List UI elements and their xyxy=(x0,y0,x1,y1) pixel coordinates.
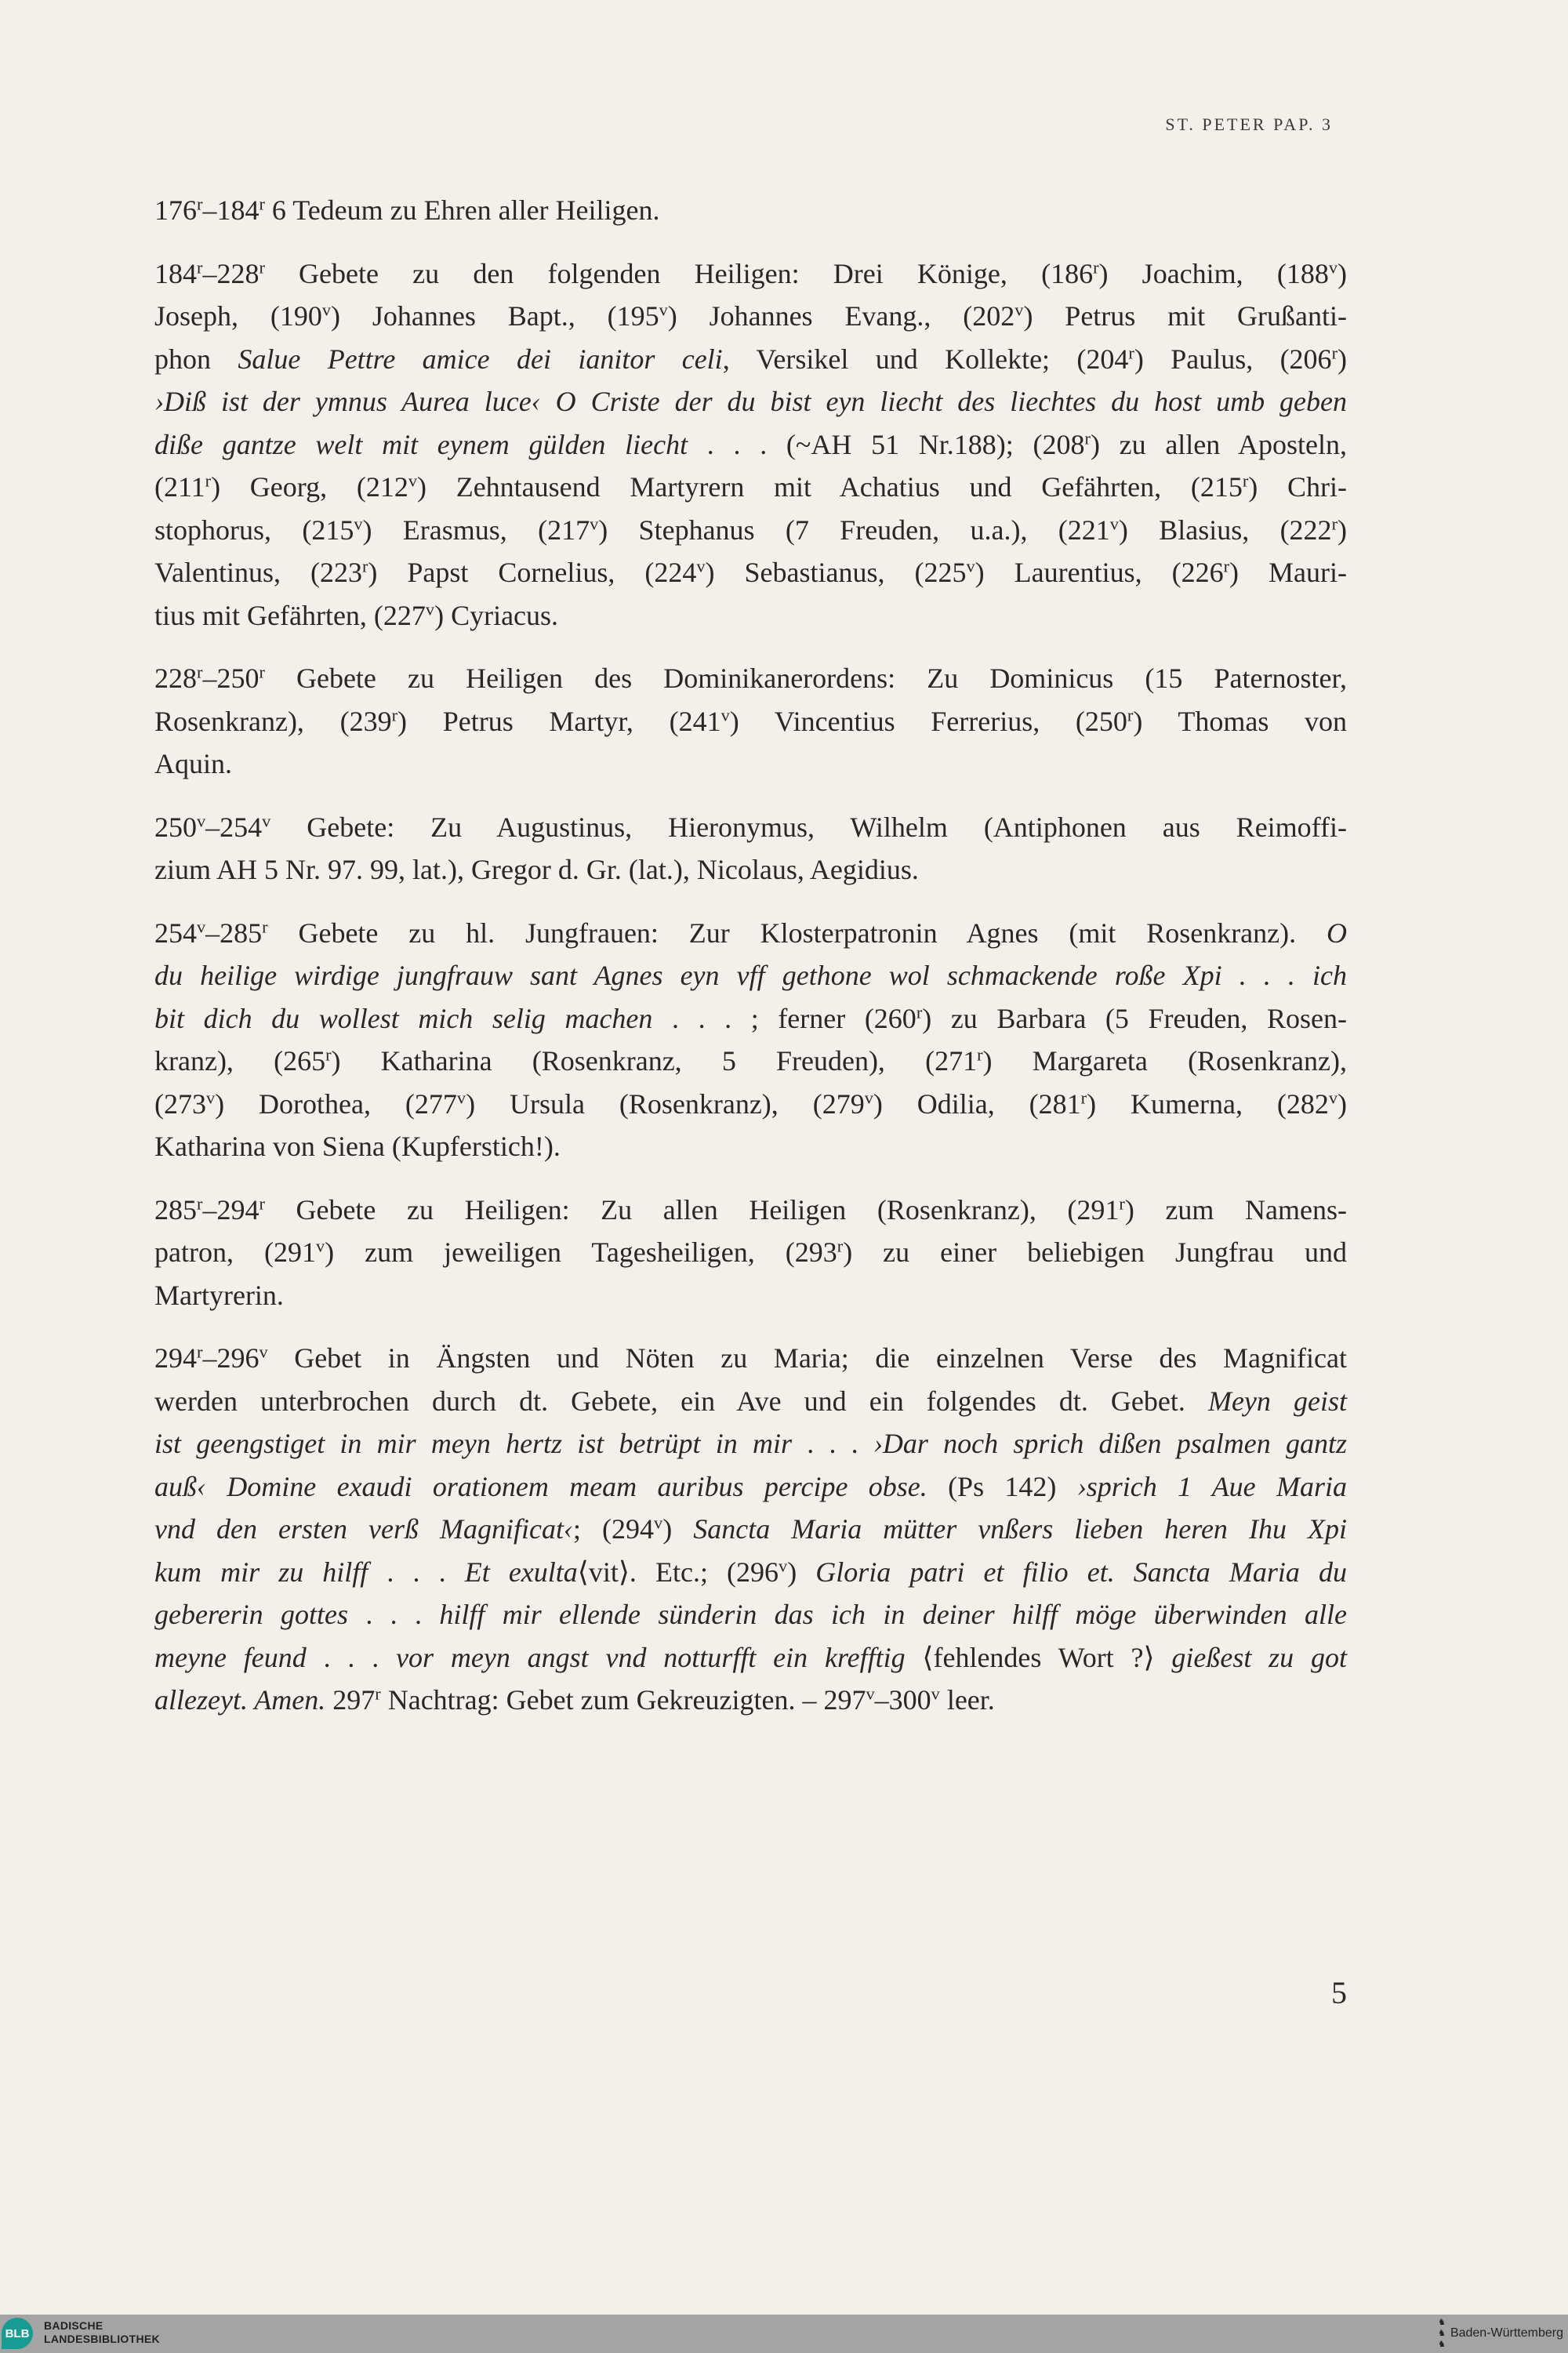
text-segment: ⟨fehlendes Wort ?⟩ xyxy=(905,1641,1172,1673)
quoted-text-italic: meyne feund xyxy=(154,1641,307,1673)
text-line xyxy=(154,700,1347,743)
quoted-text-italic: gebererin gottes xyxy=(154,1599,348,1630)
folio-side-superscript: v xyxy=(659,300,668,320)
text-segment: 297 xyxy=(325,1684,376,1716)
text-line xyxy=(154,1422,1347,1465)
folio-side-superscript: v xyxy=(262,811,271,831)
text-segment: ) xyxy=(1338,343,1347,375)
text-segment: . . . (~AH 51 Nr.188); (208 xyxy=(688,428,1085,460)
folio-side-superscript: v xyxy=(966,556,975,576)
folio-side-superscript: v xyxy=(720,705,730,725)
text-segment: ) zu allen Aposteln, xyxy=(1090,428,1347,460)
quoted-text-italic: bit dich du wollest mich selig machen xyxy=(154,1002,653,1034)
text-segment: ) Stephanus (7 Freuden, u.a.), (221 xyxy=(598,514,1110,546)
folio-side-superscript: r xyxy=(1119,1193,1125,1214)
folio-side-superscript: v xyxy=(425,599,435,619)
text-segment: ) Georg, (212 xyxy=(211,471,408,503)
text-segment: ) Johannes Bapt., (195 xyxy=(331,300,659,332)
folio-side-superscript: r xyxy=(197,194,203,214)
folio-side-superscript: r xyxy=(375,1683,381,1704)
state-name: Baden-Württemberg xyxy=(1450,2326,1563,2340)
folio-side-superscript: v xyxy=(206,1088,216,1108)
text-line xyxy=(154,1465,1347,1509)
text-segment: 285 xyxy=(154,1193,197,1226)
entry-paragraph xyxy=(154,912,1347,1168)
text-segment: 184 xyxy=(154,257,197,289)
text-line xyxy=(154,1679,1347,1722)
folio-side-superscript: v xyxy=(1014,300,1024,320)
text-segment: 176 xyxy=(154,194,197,226)
folio-side-superscript: r xyxy=(1093,257,1099,278)
text-segment: ) Johannes Evang., (202 xyxy=(667,300,1015,332)
text-segment: –294 xyxy=(202,1193,260,1226)
text-line xyxy=(154,1274,1347,1317)
text-segment: Joseph, (190 xyxy=(154,300,322,332)
folio-side-superscript: r xyxy=(1242,470,1249,491)
entry-paragraph xyxy=(154,189,1347,232)
text-line xyxy=(154,806,1347,849)
text-segment: Gebete zu hl. Jungfrauen: Zur Klosterpatronin Agnes (mit Rosenkranz). xyxy=(267,917,1327,949)
text-line xyxy=(154,551,1347,594)
lions-icon: ♞ ♞ ♞ xyxy=(1438,2318,1446,2349)
folio-side-superscript: v xyxy=(408,470,417,491)
folio-side-superscript: r xyxy=(1084,428,1091,448)
text-line xyxy=(154,252,1347,296)
folio-side-superscript: v xyxy=(1328,1088,1338,1108)
text-segment: Rosenkranz), (239 xyxy=(154,705,392,737)
folio-side-superscript: r xyxy=(1223,556,1230,576)
text-segment: patron, (291 xyxy=(154,1236,316,1268)
folio-side-superscript: r xyxy=(1331,343,1338,363)
text-segment: ) Ursula (Rosenkranz), (279 xyxy=(466,1088,865,1120)
folio-side-superscript: r xyxy=(325,1044,332,1065)
text-segment: . . . xyxy=(368,1556,465,1588)
text-segment: ) Zehntausend Martyrern mit Achatius und Gefährten, (215 xyxy=(417,471,1243,503)
folio-side-superscript: v xyxy=(354,514,363,534)
page-number: 5 xyxy=(1331,1975,1347,2010)
text-segment: ) Dorothea, (277 xyxy=(215,1088,457,1120)
folio-side-superscript: r xyxy=(197,662,203,682)
folio-side-superscript: r xyxy=(1128,343,1134,363)
text-segment: ) Kumerna, (282 xyxy=(1087,1088,1329,1120)
text-segment: ) xyxy=(787,1556,816,1588)
running-head: ST. PETER PAP. 3 xyxy=(1165,114,1333,134)
quoted-text-italic: hilff mir ellende sünderin das ich in deiner hilff möge überwinden alle xyxy=(439,1599,1347,1630)
quoted-text-italic: ist geengstiget in mir meyn hertz ist betrüpt in mir xyxy=(154,1428,792,1459)
folio-side-superscript: r xyxy=(977,1044,983,1065)
text-segment: Gebete zu Heiligen: Zu allen Heiligen (Rosenkranz), (291 xyxy=(264,1193,1120,1226)
quoted-text-italic: vor meyn angst vnd notturfft ein krefftig xyxy=(396,1641,906,1673)
quoted-text-italic: Sancta Maria mütter vnßers lieben heren Ihu Xpi xyxy=(693,1513,1347,1545)
text-segment: . . . xyxy=(306,1641,397,1673)
text-segment: ) Joachim, (188 xyxy=(1098,257,1329,289)
text-segment: –285 xyxy=(205,917,263,949)
text-segment: (Ps 142) xyxy=(927,1470,1077,1502)
text-segment: phon xyxy=(154,343,238,375)
library-name-line-1: BADISCHE xyxy=(44,2319,103,2332)
text-line xyxy=(154,1040,1347,1083)
text-line xyxy=(154,657,1347,700)
text-line xyxy=(154,1083,1347,1126)
footer-bar xyxy=(0,2315,1568,2353)
text-segment: 294 xyxy=(154,1342,197,1374)
text-segment: . . . ; ferner (260 xyxy=(652,1002,916,1034)
folio-side-superscript: v xyxy=(1109,514,1119,534)
quoted-text-italic: Gloria patri et filio et. Sancta Maria du xyxy=(815,1556,1347,1588)
folio-side-superscript: v xyxy=(456,1088,466,1108)
folio-side-superscript: v xyxy=(696,556,706,576)
entry-paragraph xyxy=(154,806,1347,891)
quoted-text-italic: du heilige wirdige jungfrauw sant Agnes eyn vff gethone wol schmackende roße Xpi . . . ich xyxy=(154,960,1347,991)
library-name-line-2: LANDESBIBLIOTHEK xyxy=(44,2333,160,2345)
text-segment: –250 xyxy=(202,663,260,694)
folio-side-superscript: v xyxy=(864,1088,873,1108)
text-segment: ) Vincentius Ferrerius, (250 xyxy=(729,705,1127,737)
text-segment: ) Petrus mit Grußanti- xyxy=(1023,300,1347,332)
text-line xyxy=(154,466,1347,509)
text-line xyxy=(154,1380,1347,1423)
text-segment: ) Cyriacus. xyxy=(434,599,559,631)
folio-side-superscript: v xyxy=(1328,257,1338,278)
text-segment: Valentinus, (223 xyxy=(154,557,362,588)
text-segment: ) zum Namens- xyxy=(1124,1193,1347,1226)
folio-side-superscript: r xyxy=(197,257,203,278)
text-segment: ) Katharina (Rosenkranz, 5 Freuden), (271 xyxy=(331,1045,978,1077)
text-line xyxy=(154,380,1347,423)
text-segment: –296 xyxy=(202,1342,260,1374)
quoted-text-italic: gießest zu got xyxy=(1171,1641,1347,1673)
folio-side-superscript: v xyxy=(321,300,332,320)
text-segment: Nachtrag: Gebet zum Gekreuzigten. – 297 xyxy=(380,1684,866,1716)
text-line xyxy=(154,1337,1347,1380)
folio-side-superscript: r xyxy=(259,194,265,214)
quoted-text-italic: diße gantze welt mit eynem gülden liecht xyxy=(154,428,688,460)
text-segment: Gebete zu Heiligen des Dominikanerordens: Zu Dominicus (15 Paternoster, xyxy=(264,663,1347,694)
text-segment: , Versikel und Kollekte; (204 xyxy=(722,343,1129,375)
text-line xyxy=(154,1636,1347,1679)
text-line xyxy=(154,1593,1347,1636)
text-segment: –300 xyxy=(874,1684,931,1716)
folio-side-superscript: r xyxy=(197,1193,203,1214)
text-segment: Aquin. xyxy=(154,748,232,779)
entry-paragraph xyxy=(154,1189,1347,1317)
folio-side-superscript: v xyxy=(315,1236,325,1256)
folio-side-superscript: r xyxy=(391,705,398,725)
quoted-text-italic: Meyn geist xyxy=(1207,1385,1347,1417)
folio-side-superscript: r xyxy=(916,1002,923,1022)
text-segment: ) Mauri- xyxy=(1229,557,1348,588)
quoted-text-italic: allezeyt. Amen. xyxy=(154,1684,326,1716)
text-segment: ) Odilia, (281 xyxy=(873,1088,1081,1120)
quoted-text-italic: Et exulta xyxy=(464,1556,578,1588)
text-segment: –184 xyxy=(202,194,260,226)
text-line xyxy=(154,1508,1347,1551)
text-segment: ) Erasmus, (217 xyxy=(362,514,590,546)
folio-side-superscript: r xyxy=(837,1236,844,1256)
text-segment: ) Margareta (Rosenkranz), xyxy=(982,1045,1347,1077)
text-segment: ) Papst Cornelius, (224 xyxy=(368,557,697,588)
quoted-text-italic: vnd den ersten verß Magnificat‹ xyxy=(154,1513,573,1545)
folio-side-superscript: r xyxy=(1080,1088,1087,1108)
folio-side-superscript: r xyxy=(1127,705,1134,725)
folio-side-superscript: v xyxy=(931,1683,940,1704)
text-segment: ) Thomas von xyxy=(1133,705,1348,737)
folio-side-superscript: r xyxy=(205,470,212,491)
entry-paragraph xyxy=(154,1337,1347,1722)
text-segment: ) xyxy=(662,1513,694,1545)
text-line xyxy=(154,594,1347,637)
text-segment: werden unterbrochen durch dt. Gebete, ein Ave und ein folgendes dt. Gebet. xyxy=(154,1385,1208,1417)
text-segment: Gebete: Zu Augustinus, Hieronymus, Wilhelm (Antiphonen aus Reimoffi- xyxy=(270,811,1347,843)
folio-side-superscript: r xyxy=(259,1193,265,1214)
text-line xyxy=(154,1189,1347,1232)
text-line xyxy=(154,912,1347,955)
text-segment: ) Petrus Martyr, (241 xyxy=(397,705,721,737)
text-line xyxy=(154,997,1347,1040)
text-segment: ) zu Barbara (5 Freuden, Rosen- xyxy=(922,1002,1347,1034)
folio-side-superscript: v xyxy=(866,1683,875,1704)
text-segment: tius mit Gefährten, (227 xyxy=(154,599,426,631)
text-segment: leer. xyxy=(939,1684,995,1716)
text-segment: . . . xyxy=(347,1599,440,1630)
quoted-text-italic: kum mir zu hilff xyxy=(154,1556,368,1588)
text-line xyxy=(154,189,1347,232)
text-segment: kranz), (265 xyxy=(154,1045,326,1077)
text-segment: ) xyxy=(1338,257,1347,289)
text-segment: ) Laurentius, (226 xyxy=(975,557,1224,588)
text-segment: –254 xyxy=(205,811,263,843)
text-segment: stophorus, (215 xyxy=(154,514,354,546)
folio-side-superscript: r xyxy=(259,662,265,682)
text-line xyxy=(154,954,1347,997)
text-line xyxy=(154,423,1347,467)
folio-side-superscript: r xyxy=(1331,514,1338,534)
folio-side-superscript: v xyxy=(197,811,206,831)
quoted-text-italic: ›Diß ist der ymnus Aurea luce‹ O Criste der du bist eyn liecht des liechtes du host umb geben xyxy=(154,386,1347,417)
text-line xyxy=(154,1551,1347,1594)
entry-paragraph xyxy=(154,252,1347,637)
text-segment: ) xyxy=(1338,1088,1348,1120)
quoted-text-italic: O xyxy=(1327,917,1347,949)
quoted-text-italic: ›Dar noch sprich dißen psalmen gantz xyxy=(873,1428,1347,1459)
folio-side-superscript: v xyxy=(259,1342,268,1362)
text-segment: ; (294 xyxy=(573,1513,655,1545)
text-line xyxy=(154,743,1347,786)
text-segment: ) Sebastianus, (225 xyxy=(705,557,967,588)
text-line xyxy=(154,509,1347,552)
text-segment: . . . xyxy=(792,1428,873,1459)
text-segment: zium AH 5 Nr. 97. 99, lat.), Gregor d. Gr. (lat.), Nicolaus, Aegidius. xyxy=(154,854,919,885)
text-segment: 228 xyxy=(154,663,197,694)
folio-side-superscript: r xyxy=(361,556,368,576)
quoted-text-italic: auß‹ Domine exaudi orationem meam auribus percipe obse. xyxy=(154,1470,927,1502)
entry-paragraph xyxy=(154,657,1347,786)
text-segment: 6 Tedeum zu Ehren aller Heiligen. xyxy=(264,194,660,226)
quoted-text-italic: Salue Pettre amice dei ianitor celi xyxy=(238,343,723,375)
text-segment: ) xyxy=(1338,514,1347,546)
text-segment: ) Blasius, (222 xyxy=(1118,514,1332,546)
text-segment: ⟨vit⟩. Etc.; (296 xyxy=(577,1556,779,1588)
folio-side-superscript: r xyxy=(259,257,265,278)
text-segment: –228 xyxy=(202,257,260,289)
baden-wuerttemberg-logo[interactable] xyxy=(1438,2317,1563,2350)
folio-side-superscript: v xyxy=(197,917,206,937)
folio-side-superscript: v xyxy=(654,1512,663,1533)
text-segment: Gebet in Ängsten und Nöten zu Maria; die einzelnen Verse des Magnificat xyxy=(267,1342,1347,1374)
text-line xyxy=(154,1125,1347,1168)
text-segment: ) zum jeweiligen Tagesheiligen, (293 xyxy=(325,1236,837,1268)
text-line xyxy=(154,1231,1347,1274)
library-name xyxy=(44,2319,160,2346)
text-segment: Martyrerin. xyxy=(154,1279,284,1311)
text-segment: 250 xyxy=(154,811,197,843)
quoted-text-italic: ›sprich 1 Aue Maria xyxy=(1076,1470,1347,1502)
text-line xyxy=(154,295,1347,338)
text-segment: (211 xyxy=(154,471,205,503)
text-segment: ) Chri- xyxy=(1248,471,1348,503)
text-segment: Katharina von Siena (Kupferstich!). xyxy=(154,1131,561,1162)
folio-side-superscript: r xyxy=(197,1342,203,1362)
text-line xyxy=(154,338,1347,381)
document-body xyxy=(154,189,1347,1742)
text-segment: ) Paulus, (206 xyxy=(1134,343,1332,375)
text-segment: 254 xyxy=(154,917,197,949)
text-line xyxy=(154,848,1347,891)
folio-side-superscript: r xyxy=(262,917,268,937)
text-segment: (273 xyxy=(154,1088,206,1120)
folio-side-superscript: v xyxy=(779,1556,788,1576)
blb-logo[interactable]: BLB xyxy=(2,2318,33,2349)
text-segment: Gebete zu den folgenden Heiligen: Drei Könige, (186 xyxy=(264,257,1094,289)
folio-side-superscript: v xyxy=(590,514,599,534)
text-segment: ) zu einer beliebigen Jungfrau und xyxy=(843,1236,1347,1268)
